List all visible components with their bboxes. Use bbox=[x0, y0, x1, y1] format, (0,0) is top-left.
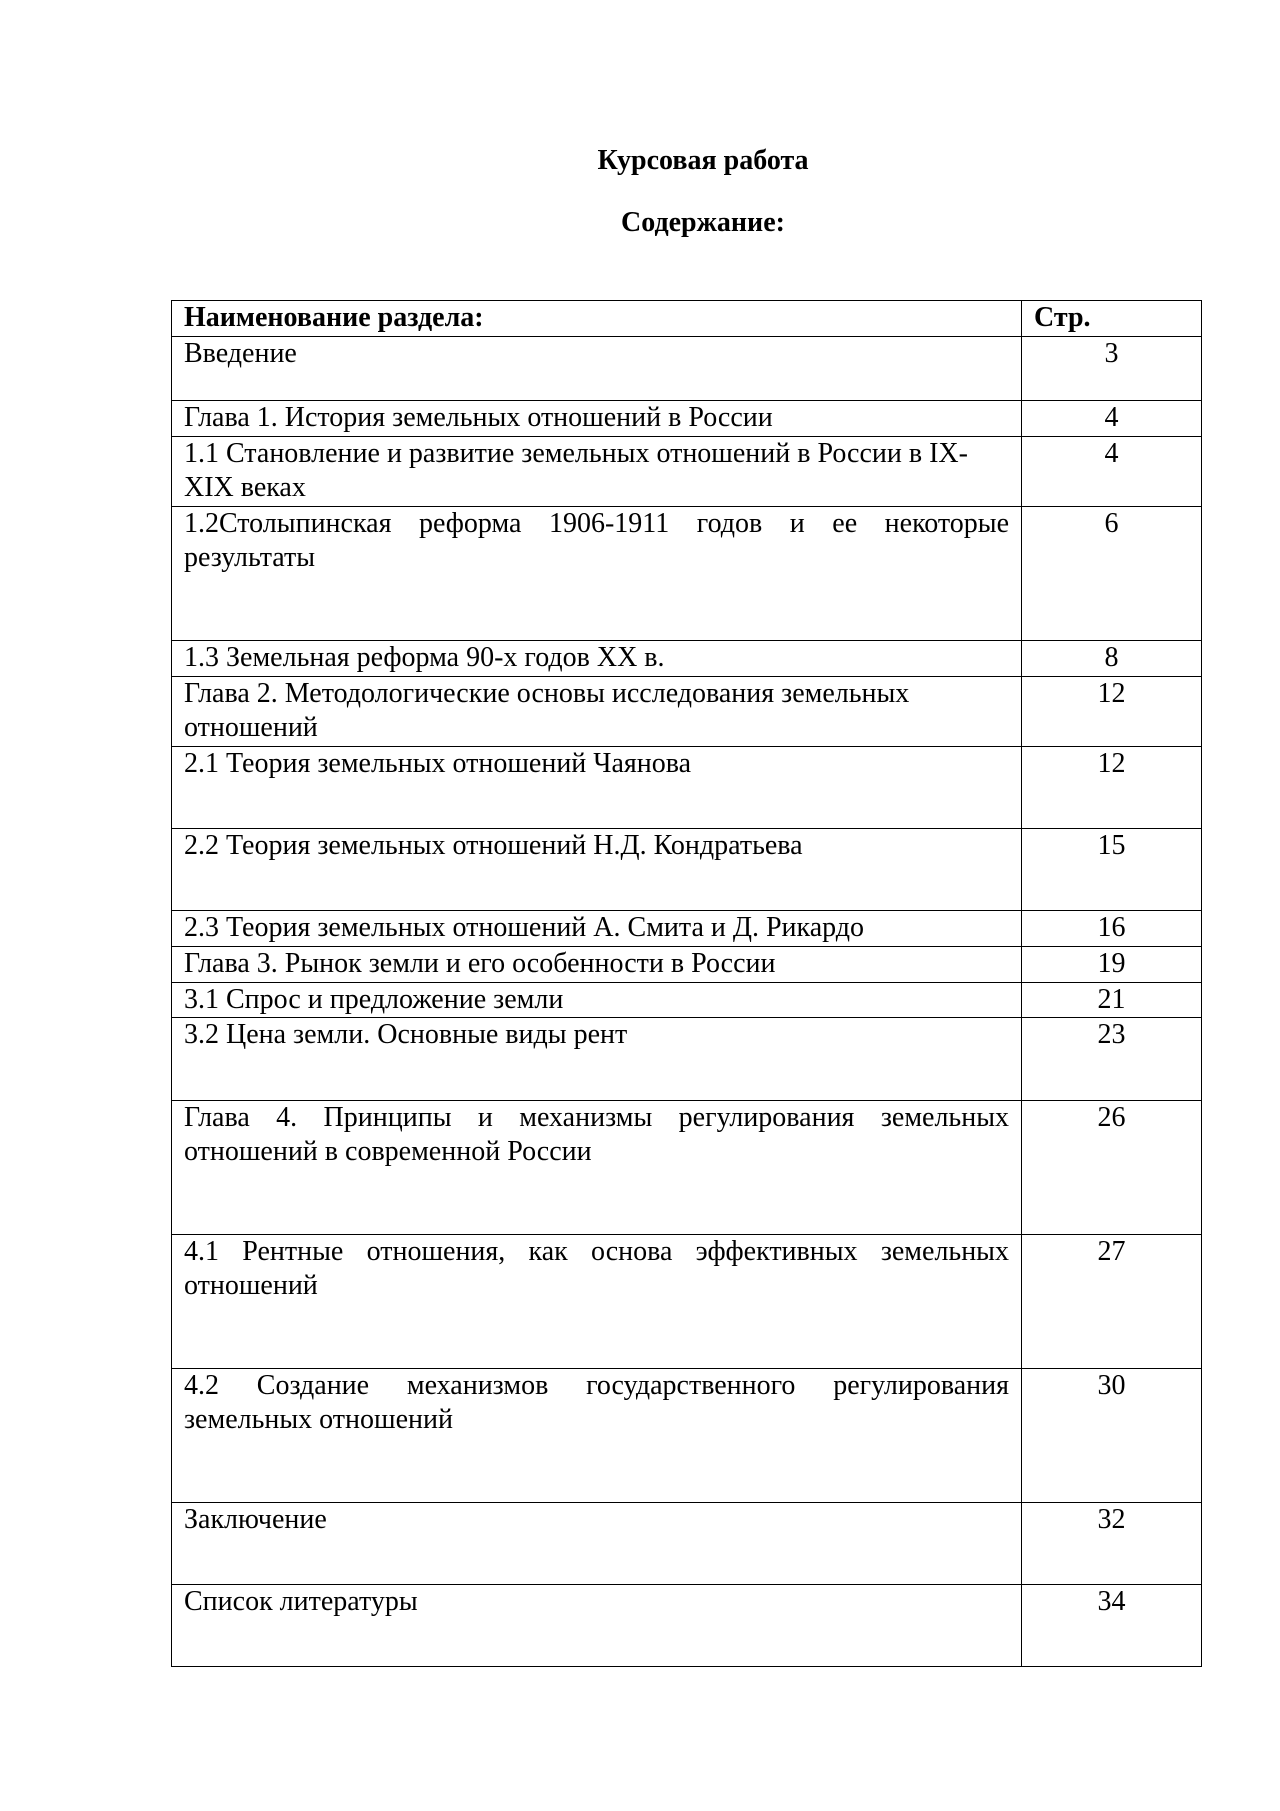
toc-row bbox=[172, 1369, 1202, 1503]
document-title: Курсовая работа bbox=[597, 145, 809, 176]
toc-row bbox=[172, 677, 1202, 747]
toc-section: 1.3 Земельная реформа 90-х годов XX в. bbox=[172, 641, 1022, 677]
toc-page: 23 bbox=[1022, 1018, 1202, 1101]
toc-page: 15 bbox=[1022, 829, 1202, 911]
toc-section: 2.3 Теория земельных отношений А. Смита и Д. Рикардо bbox=[172, 911, 1022, 947]
toc-row bbox=[172, 641, 1202, 677]
toc-row bbox=[172, 1018, 1202, 1101]
toc-section: 1.2Столыпинская реформа 1906-1911 годов и ее некоторые результаты bbox=[172, 507, 1022, 641]
toc-page: 32 bbox=[1022, 1503, 1202, 1585]
toc-section: Список литературы bbox=[172, 1585, 1022, 1667]
toc-row bbox=[172, 1585, 1202, 1667]
toc-table bbox=[171, 300, 1202, 1667]
toc-section: Глава 1. История земельных отношений в России bbox=[172, 401, 1022, 437]
toc-row bbox=[172, 1101, 1202, 1235]
toc-page: 21 bbox=[1022, 983, 1202, 1018]
toc-heading: Содержание: bbox=[621, 207, 785, 238]
toc-page: 19 bbox=[1022, 947, 1202, 983]
toc-row bbox=[172, 401, 1202, 437]
toc-page: 4 bbox=[1022, 401, 1202, 437]
toc-page: 34 bbox=[1022, 1585, 1202, 1667]
toc-page: 27 bbox=[1022, 1235, 1202, 1369]
toc-section: Заключение bbox=[172, 1503, 1022, 1585]
toc-section: Глава 2. Методологические основы исследования земельных отношений bbox=[172, 677, 1022, 747]
toc-row bbox=[172, 829, 1202, 911]
toc-page: 16 bbox=[1022, 911, 1202, 947]
toc-section: 3.2 Цена земли. Основные виды рент bbox=[172, 1018, 1022, 1101]
toc-section: Глава 3. Рынок земли и его особенности в России bbox=[172, 947, 1022, 983]
toc-row bbox=[172, 747, 1202, 829]
toc-page: 12 bbox=[1022, 677, 1202, 747]
toc-page: 12 bbox=[1022, 747, 1202, 829]
toc-row bbox=[172, 947, 1202, 983]
toc-section: Введение bbox=[172, 337, 1022, 401]
toc-header-section: Наименование раздела: bbox=[172, 301, 1022, 337]
toc-row bbox=[172, 337, 1202, 401]
toc-section: 2.1 Теория земельных отношений Чаянова bbox=[172, 747, 1022, 829]
toc-header-page: Стр. bbox=[1022, 301, 1202, 337]
toc-header-row bbox=[172, 301, 1202, 337]
toc-section: 4.2 Создание механизмов государственного регулирования земельных отношений bbox=[172, 1369, 1022, 1503]
toc-page: 26 bbox=[1022, 1101, 1202, 1235]
toc-page: 8 bbox=[1022, 641, 1202, 677]
toc-page: 4 bbox=[1022, 437, 1202, 507]
toc-page: 30 bbox=[1022, 1369, 1202, 1503]
toc-section: 1.1 Становление и развитие земельных отношений в России в IX-XIX веках bbox=[172, 437, 1022, 507]
toc-section: Глава 4. Принципы и механизмы регулирования земельных отношений в современной России bbox=[172, 1101, 1022, 1235]
toc-row bbox=[172, 437, 1202, 507]
toc-row bbox=[172, 911, 1202, 947]
toc-page: 6 bbox=[1022, 507, 1202, 641]
toc-section: 4.1 Рентные отношения, как основа эффективных земельных отношений bbox=[172, 1235, 1022, 1369]
toc-row bbox=[172, 1503, 1202, 1585]
toc-section: 2.2 Теория земельных отношений Н.Д. Кондратьева bbox=[172, 829, 1022, 911]
toc-row bbox=[172, 507, 1202, 641]
toc-row bbox=[172, 983, 1202, 1018]
toc-page: 3 bbox=[1022, 337, 1202, 401]
toc-row bbox=[172, 1235, 1202, 1369]
toc-section: 3.1 Спрос и предложение земли bbox=[172, 983, 1022, 1018]
